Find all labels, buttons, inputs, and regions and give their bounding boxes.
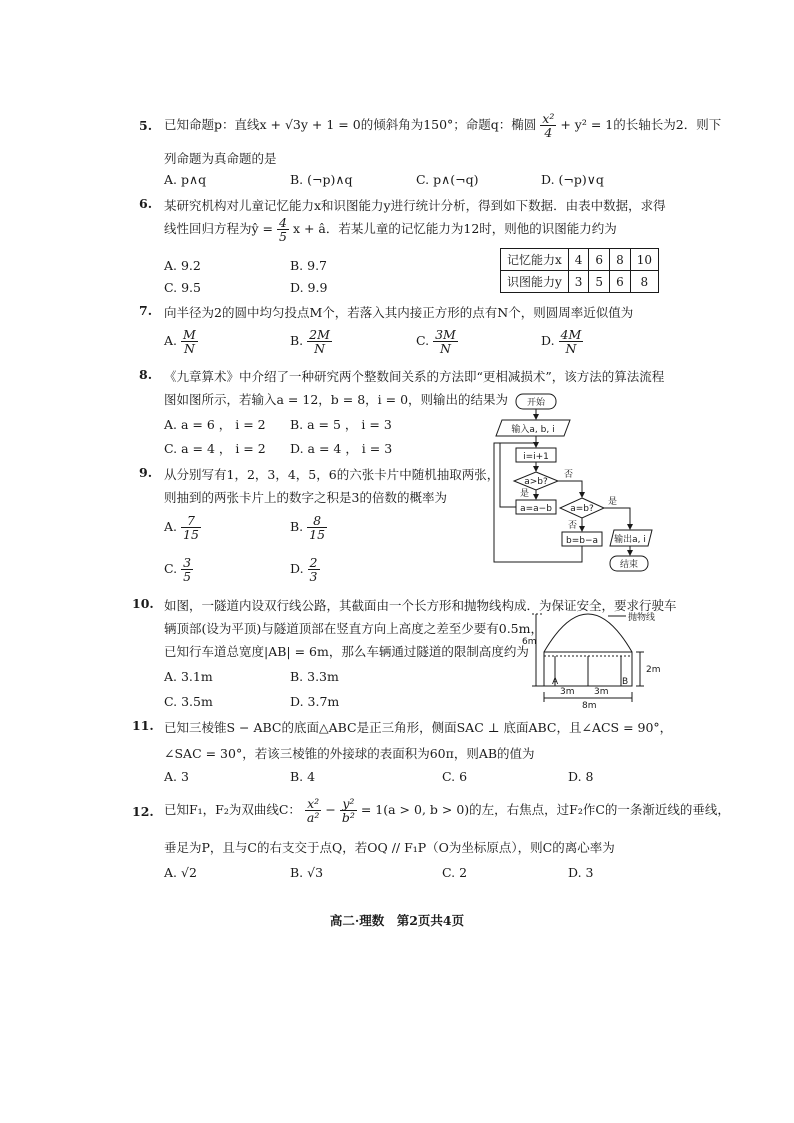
q7-option-a: A. $\frac{M}{N}$ <box>164 327 196 357</box>
q10-stem-line3: 已知行车道总宽度|AB| = 6m，那么车辆通过隧道的限制高度约为 <box>164 644 529 659</box>
table-row <box>501 249 659 271</box>
flow-yes-label-1: 是 <box>520 489 530 499</box>
q5-stem-line2: 列命题为真命题的是 <box>164 151 277 166</box>
q7-option-c: C. $\frac{3M}{N}$ <box>416 327 456 357</box>
flow-yes-label-2: 是 <box>608 497 618 507</box>
q6-option-c: C. 9.5 <box>164 280 201 295</box>
q11-stem-line2: ∠SAC = 30°，若该三棱锥的外接球的表面积为60π，则AB的值为 <box>164 746 535 761</box>
q11-stem-line1: 已知三棱锥S − ABC的底面△ABC是正三角形，侧面SAC ⊥ 底面ABC，且∠ACS = 90°， <box>164 720 673 735</box>
q11-number: 11. <box>132 718 154 733</box>
tunnel-cross-section-figure <box>522 606 672 710</box>
q10-number: 10. <box>132 596 154 611</box>
algorithm-flowchart <box>490 392 660 576</box>
q12-option-a: A. √2 <box>164 865 197 880</box>
q12-option-d: D. 3 <box>568 865 594 880</box>
q9-stem-line1: 从分别写有1，2，3，4，5，6的六张卡片中随机抽取两张， <box>164 467 500 482</box>
q5-option-b: B. (¬p)∧q <box>290 172 353 187</box>
q5-fraction: $\frac{\text{x²}}{4}$ <box>542 111 555 141</box>
q10-option-d: D. 3.7m <box>290 694 340 709</box>
table-cell: 8 <box>630 271 658 293</box>
q8-option-c: C. a = 4 ， i = 2 <box>164 441 266 456</box>
q6-data-table <box>500 248 659 293</box>
q8-number: 8. <box>139 367 153 382</box>
q8-stem-line2: 图如图所示，若输入a = 12，b = 8，i = 0，则输出的结果为 <box>164 392 509 407</box>
width-8m-label: 8m <box>582 701 597 710</box>
q10-option-b: B. 3.3m <box>290 669 339 684</box>
q5-option-d: D. (¬p)∨q <box>541 172 604 187</box>
q6-option-b: B. 9.7 <box>290 258 328 273</box>
q11-option-c: C. 6 <box>442 769 468 784</box>
point-b-label: B <box>622 677 629 687</box>
q12-fraction-y: $\frac{\text{y²}}{\text{b²}}$ <box>341 796 355 826</box>
q6-number: 6. <box>139 196 153 211</box>
q8-option-d: D. a = 4 ， i = 3 <box>290 441 393 456</box>
q12-fraction-x: $\frac{\text{x²}}{\text{a²}}$ <box>306 796 320 826</box>
flow-cond2-label: a=b? <box>570 504 594 514</box>
q8-stem-line1: 《九章算术》中介绍了一种研究两个整数间关系的方法即“更相减损术”，该方法的算法流程 <box>164 369 665 384</box>
q7-stem: 向半径为2的圆中均匀投点M个，若落入其内接正方形的点有N个，则圆周率近似值为 <box>164 305 634 320</box>
table-cell: 8 <box>610 249 631 271</box>
q8-option-a: A. a = 6 ， i = 2 <box>164 417 266 432</box>
flow-assign-b-label: b=b−a <box>565 536 599 546</box>
q5-number: 5. <box>139 118 153 133</box>
table-row <box>501 271 659 293</box>
q9-option-c: C. $\frac{3}{5}$ <box>164 555 192 585</box>
q5-option-c: C. p∧(¬q) <box>416 172 479 187</box>
q9-option-b: B. $\frac{8}{15}$ <box>290 513 326 543</box>
table-cell: 5 <box>589 271 610 293</box>
height-2m-label: 2m <box>646 665 661 675</box>
height-6m-label: 6m <box>522 637 537 647</box>
table-cell: 3 <box>568 271 589 293</box>
table-cell: 10 <box>630 249 658 271</box>
q9-number: 9. <box>139 465 153 480</box>
flow-assign-a-label: a=a−b <box>520 504 552 514</box>
q7-number: 7. <box>139 303 153 318</box>
q6-fraction: $\frac{4}{5}$ <box>279 215 287 245</box>
q7-option-b: B. $\frac{2M}{N}$ <box>290 327 330 357</box>
q11-option-b: B. 4 <box>290 769 316 784</box>
parabola-arch <box>544 614 632 652</box>
q10-stem-line2: 辆顶部(设为平顶)与隧道顶部在竖直方向上高度之差至少要有0.5m， <box>164 621 543 636</box>
q12-option-b: B. √3 <box>290 865 324 880</box>
flow-no-label-1: 否 <box>564 470 574 480</box>
q12-stem-line2: 垂足为P，且与C的右支交于点Q，若OQ // F₁P（O为坐标原点），则C的离心率为 <box>164 840 615 855</box>
q6-stem-line1: 某研究机构对儿童记忆能力x和识图能力y进行统计分析，得到如下数据．由表中数据，求得 <box>164 198 666 213</box>
q12-stem-line1: 已知F₁，F₂为双曲线C： $\frac{\text{x²}}{\text{a²}}$ − $\frac{\text{y²}}{\text{b²}}$ = 1(a > 0, b > 0)的左，右焦点，过F₂作C的一条渐近线的垂线， <box>164 796 730 826</box>
q5-option-a: A. p∧q <box>164 172 207 187</box>
q10-option-a: A. 3.1m <box>164 669 213 684</box>
q8-option-b: B. a = 5 ， i = 3 <box>290 417 392 432</box>
flow-output-label: 输出a, i <box>614 535 646 545</box>
q9-option-a: A. $\frac{7}{15}$ <box>164 513 199 543</box>
page-footer: 高二·理数 第2页共4页 <box>329 913 465 928</box>
flow-step-label: i=i+1 <box>523 452 549 462</box>
q6-option-a: A. 9.2 <box>164 258 201 273</box>
flow-cond1-label: a>b? <box>524 477 548 487</box>
q5-stem <box>164 112 721 139</box>
flow-start-label: 开始 <box>526 398 546 408</box>
flow-no-label-2: 否 <box>568 521 578 531</box>
table-cell: 6 <box>610 271 631 293</box>
parabola-label: 抛物线 <box>628 613 656 623</box>
q10-stem-line1: 如图，一隧道内设双行线公路，其截面由一个长方形和抛物线构成．为保证安全，要求行驶车 <box>164 598 677 613</box>
q10-option-c: C. 3.5m <box>164 694 213 709</box>
q11-option-d: D. 8 <box>568 769 594 784</box>
q11-option-a: A. 3 <box>164 769 189 784</box>
q12-option-c: C. 2 <box>442 865 468 880</box>
q5-stem-part2: + y² = 1的长轴长为2．则下 <box>560 117 722 133</box>
q9-stem-line2: 则抽到的两张卡片上的数字之积是3的倍数的概率为 <box>164 490 447 505</box>
table-cell: 记忆能力x <box>501 249 569 271</box>
segment-3m-left: 3m <box>560 687 575 697</box>
q9-option-d: D. $\frac{2}{3}$ <box>290 555 318 585</box>
flow-input-label: 输入a, b, i <box>511 425 555 435</box>
q5-stem-part1: 已知命题p：直线x + √3y + 1 = 0的倾斜角为150°；命题q：椭圆 <box>164 117 537 133</box>
q6-option-d: D. 9.9 <box>290 280 328 295</box>
flow-end-label: 结束 <box>619 560 639 570</box>
q6-stem-line2: 线性回归方程为ŷ = $\frac{4}{5}$ x + â．若某儿童的记忆能力为12时，则他的识图能力约为 <box>164 215 617 245</box>
table-cell: 识图能力y <box>501 271 569 293</box>
point-a-label: A <box>552 677 559 687</box>
table-cell: 4 <box>568 249 589 271</box>
table-cell: 6 <box>589 249 610 271</box>
q7-option-d: D. $\frac{4M}{N}$ <box>541 327 582 357</box>
q12-number: 12. <box>132 804 154 819</box>
segment-3m-right: 3m <box>594 687 609 697</box>
